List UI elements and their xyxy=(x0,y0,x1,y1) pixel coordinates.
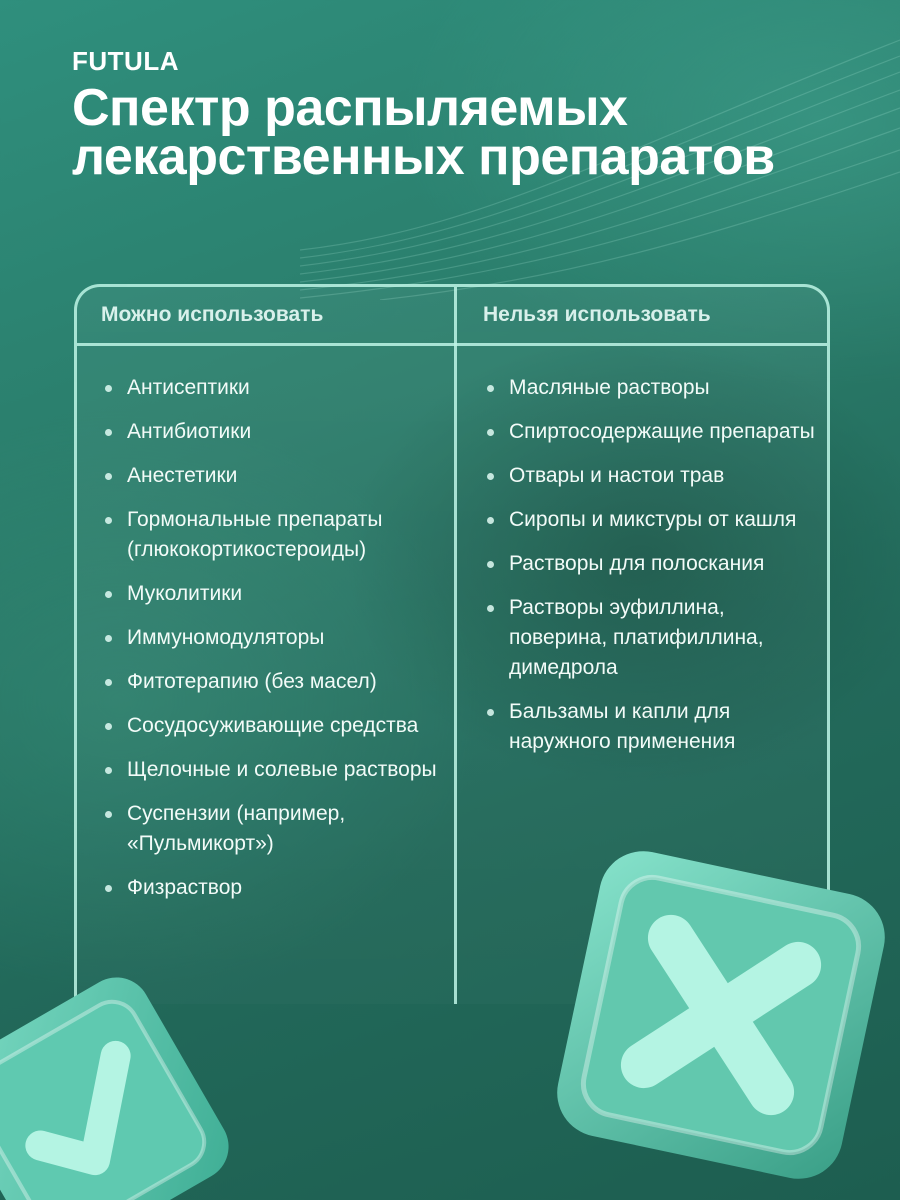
allowed-item-phytotherapy: Фитотерапию (без масел) xyxy=(101,667,441,697)
allowed-item-saline: Физраствор xyxy=(101,873,441,903)
page-title: Спектр распыляемых лекарственных препаратов xyxy=(72,79,775,186)
checkmark-icon xyxy=(0,968,238,1200)
forbidden-column-header: Нельзя использовать xyxy=(483,303,711,326)
allowed-item-hormonal: Гормональные препараты (глюкокортикостероиды) xyxy=(101,505,441,565)
forbidden-item-oil-solutions: Масляные растворы xyxy=(483,373,823,403)
allowed-list xyxy=(101,373,441,917)
allowed-item-suspensions: Суспензии (например, «Пульмикорт») xyxy=(101,799,441,859)
allowed-item-antibiotics: Антибиотики xyxy=(101,417,441,447)
forbidden-list xyxy=(483,373,823,771)
allowed-item-alkaline-saline: Щелочные и солевые растворы xyxy=(101,755,441,785)
table-column-divider xyxy=(454,287,457,1004)
forbidden-item-syrups: Сиропы и микстуры от кашля xyxy=(483,505,823,535)
table-header-divider xyxy=(77,343,827,346)
forbidden-item-gargle: Растворы для полоскания xyxy=(483,549,823,579)
allowed-item-anesthetics: Анестетики xyxy=(101,461,441,491)
forbidden-item-alcohol: Спиртосодержащие препараты xyxy=(483,417,823,447)
forbidden-item-euphylline: Растворы эуфиллина, поверина, платифиллина, димедрола xyxy=(483,593,823,683)
cross-icon xyxy=(536,830,900,1200)
forbidden-item-herbal-decoctions: Отвары и настои трав xyxy=(483,461,823,491)
allowed-item-immunomodulators: Иммуномодуляторы xyxy=(101,623,441,653)
brand-logo: FUTULA xyxy=(72,46,179,76)
allowed-item-mucolytics: Муколитики xyxy=(101,579,441,609)
allowed-column-header: Можно использовать xyxy=(101,303,324,326)
allowed-item-antiseptics: Антисептики xyxy=(101,373,441,403)
forbidden-item-balms: Бальзамы и капли для наружного применения xyxy=(483,697,823,757)
allowed-item-vasoconstrictors: Сосудосуживающие средства xyxy=(101,711,441,741)
